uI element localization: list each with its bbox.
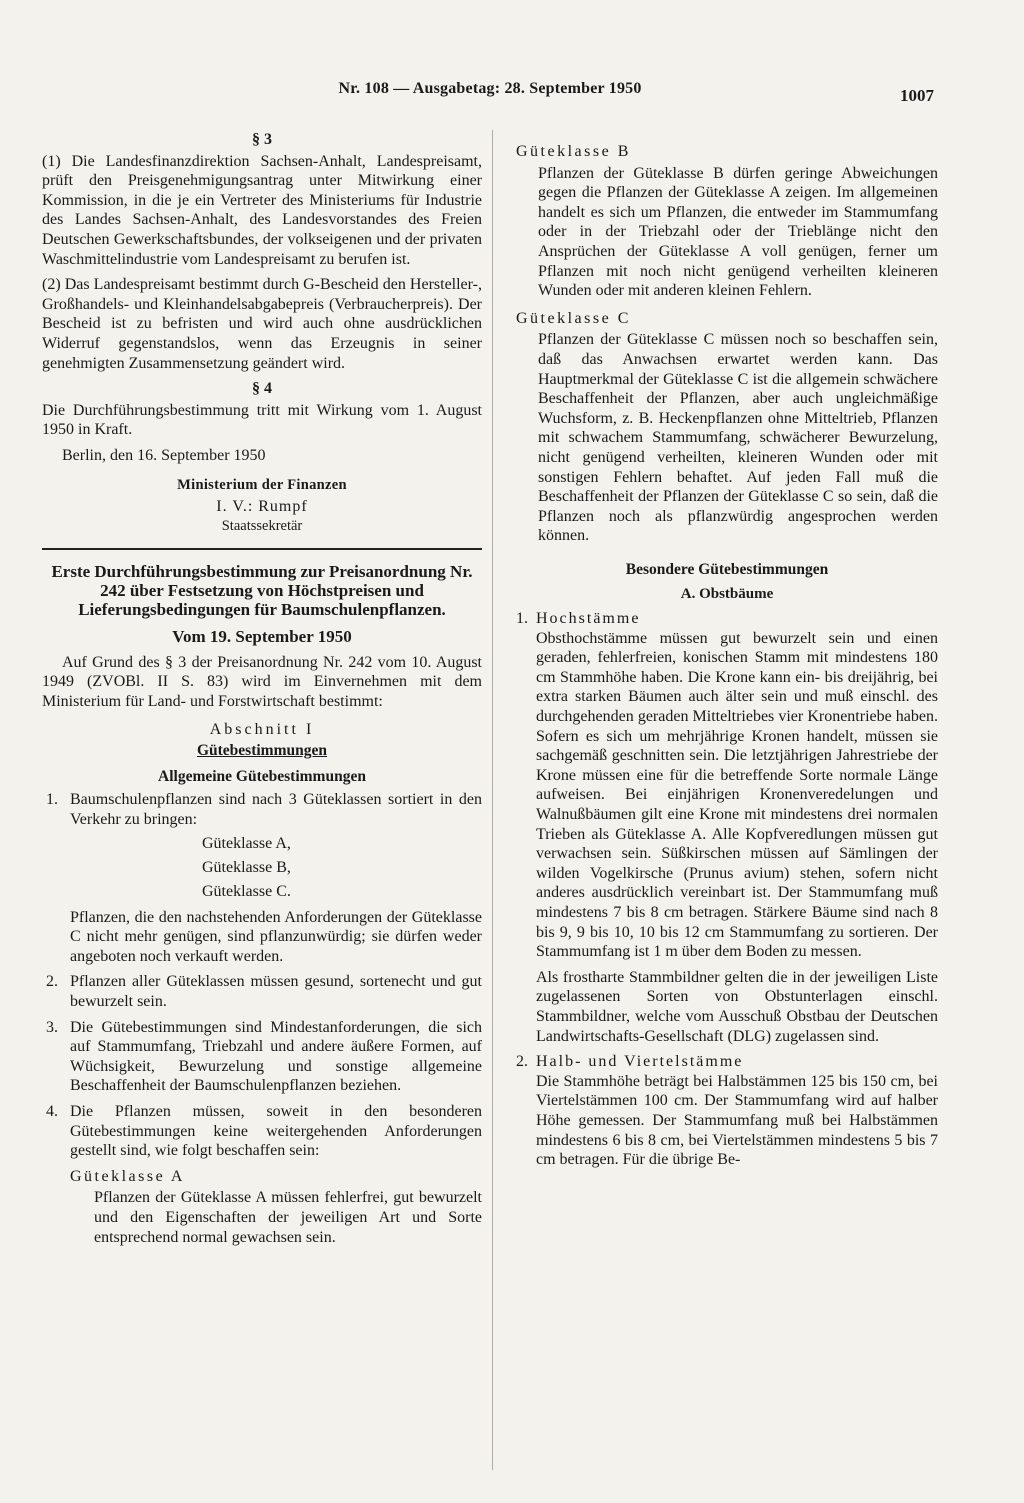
document-title: Erste Durchführungsbestimmung zur Preisanordnung Nr. 242 über Festsetzung von Höchstpreisen und Lieferungsbedingungen für Baumschulenpflanzen. (51, 562, 473, 620)
class-a-heading: Güteklasse A (70, 1167, 185, 1185)
fruit-trees-title: A. Obstbäume (680, 586, 774, 603)
class-c-label: Güteklasse C. (202, 882, 291, 900)
item-text: Die Gütebestimmungen sind Mindestanforderungen, die sich auf Stammumfang, Triebzahl und andere äußere Formen, auf Wüchsigkeit, Bewurzelung und sonstige allgemeine Beschaffenheit der Baumschulenpflanzen beziehen. (70, 1018, 482, 1095)
frost-hardy-text: Als frostharte Stammbildner gelten die in der jeweiligen Liste zugelassenen Sorten von Obstunterlagen einschl. Stammbildner, welche vom Ausschuß Obstbau der Deutschen Landwirtschafts-Gesellschaft (DLG) zugelassen sind. (536, 968, 938, 1045)
list-item (42, 790, 482, 966)
item-heading: Halb- und Viertelstämme (536, 1053, 744, 1071)
section-3-paragraph-2: (2) Das Landespreisamt bestimmt durch G-Bescheid den Hersteller-, Großhandels- und Kleinhandelsabgabepreis (Verbraucherpreis). Der Bescheid ist zu befristen und wird auch ohne ausdrücklichen Widerruf gegenstandslos, wenn das Erzeugnis in seiner genehmigten Zusammensetzung geändert wird. (42, 276, 482, 372)
list-item (42, 1018, 482, 1096)
item-heading: Hochstämme (536, 610, 641, 628)
item-number: 2. (516, 1053, 528, 1071)
signer-role: Staatssekretär (221, 517, 303, 534)
right-column (516, 128, 938, 1176)
intro-paragraph: Auf Grund des § 3 der Preisanordnung Nr. 242 vom 10. August 1949 (ZVOBl. II S. 83) wird im Einvernehmen mit dem Ministerium für Land- und Forstwirtschaft bestimmt: (42, 653, 482, 711)
list-item (42, 972, 482, 1011)
item-number: 1. (516, 610, 528, 628)
issue-line: Nr. 108 — Ausgabetag: 28. September 1950 (338, 80, 642, 97)
list-item (42, 1102, 482, 1247)
section-3-heading: § 3 (252, 131, 272, 148)
ministry-name: Ministerium der Finanzen (177, 476, 347, 493)
left-column (42, 128, 482, 1255)
column-divider (492, 130, 493, 1470)
standard-trees-heading (516, 609, 938, 629)
section-4-heading: § 4 (252, 380, 272, 398)
class-b-text: Pflanzen der Güteklasse B dürfen geringe Abweichungen gegen die Pflanzen der Güteklasse A zeigen. Im allgemeinen handelt es sich um Pflanzen, die entweder im Stammumfang oder in der Triebzahl oder der Trieblänge nicht den Ansprüchen der Güteklasse A voll genügen, ferner um Pflanzen mit noch nicht genügend verheilten kleineren Wunden oder mit anderen kleinen Fehlern. (538, 164, 938, 300)
section-4-paragraph: Die Durchführungsbestimmung tritt mit Wirkung vom 1. August 1950 in Kraft. (42, 401, 482, 439)
abschnitt-heading: Abschnitt I (209, 720, 315, 738)
item-number: 1. (46, 791, 58, 809)
half-trees-heading (516, 1052, 938, 1072)
class-a-label: Güteklasse A, (202, 834, 291, 852)
class-c-heading: Güteklasse C (516, 309, 631, 327)
half-trees-text: Die Stammhöhe beträgt bei Halbstämmen 125 bis 150 cm, bei Viertelstämmen 100 cm. Der Stammumfang wird auf halber Höhe gemessen. Der Stammumfang muß bei Halbstämmen mindestens 6 bis 8 cm, bei Viertelstämmen mindestens 5 bis 7 cm betragen. Für die übrige Be- (536, 1072, 938, 1169)
class-b-heading: Güteklasse B (516, 143, 631, 160)
special-quality-title: Besondere Gütebestimmungen (625, 560, 829, 578)
document-date: Vom 19. September 1950 (172, 627, 352, 647)
item-text: Pflanzen aller Güteklassen müssen gesund, sortenecht und gut bewurzelt sein. (70, 973, 482, 1010)
class-c-text: Pflanzen der Güteklasse C müssen noch so beschaffen sein, daß das Anwachsen erwartet werden kann. Das Hauptmerkmal der Güteklasse C ist die allgemein schwächere Beschaffenheit der Pflanzen, aber auch ungleichmäßige Wuchsform, z. B. Heckenpflanzen ohne Mitteltrieb, Pflanzen mit schwachem Stammumfang, schwächerer Bewurzelung, nicht genügend verheilten, kleineren Wunden oder mit sonstigen Fehlern behaftet. Auf jeden Fall muß die Beschaffenheit der Pflanzen der Güteklasse C so sein, daß die Pflanzen noch als pflanzwürdig angesprochen werden können. (538, 331, 938, 545)
abschnitt-title: Gütebestimmungen (196, 742, 328, 760)
standard-trees-text: Obsthochstämme müssen gut bewurzelt sein und einen geraden, fehlerfreien, konischen Stamm mit mindestens 180 cm Stammhöhe haben. Die Krone kann ein- bis dreijährig, bei extra starken Bäumen auch älter sein und muß einschl. des durchgehenden geraden Mitteltriebes vier Kronentriebe haben. Sofern es sich um mehrjährige Kronen handelt, müssen sie sachgemäß geschnitten sein. Die letztjährigen Jahrestriebe der Krone müssen eine für die betreffende Sorte normale Länge aufweisen. Bei einjährigen Kronenveredelungen und Walnußbäumen gilt eine Krone mit mindestens drei normalen Trieben als Güteklasse A. Alle Kopfveredlungen müssen gut verwachsen sein. Süßkirschen müssen auf Sämlingen der wilden Vogelkirsche (Prunus avium) stehen, sofern nicht anderes ausdrücklich vereinbart ist. Der Stammumfang muß mindestens 7 bis 8 cm betragen. Stärkere Bäume sind nach 8 bis 9, 9 bis 10, 10 bis 12 cm Stammumfang zu sortieren. Der Stammumfang ist 1 m über dem Boden zu messen. (536, 629, 938, 961)
section-3-paragraph-1: (1) Die Landesfinanzdirektion Sachsen-Anhalt, Landespreisamt, prüft den Preisgenehmigungsantrag unter Mitwirkung einer Kommission, in die je ein Vertreter des Ministeriums für Industrie des Landes Sachsen-Anhalt, des Landesvorstandes des Freien Deutschen Gewerkschaftsbundes, der volkseigenen und der privaten Waschmittelindustrie vom Landespreisamt zu berufen ist. (42, 152, 482, 268)
item-number: 3. (46, 1018, 58, 1036)
item-number: 2. (46, 973, 58, 991)
page-number: 1007 (900, 86, 934, 105)
item-text-continued: Pflanzen, die den nachstehenden Anforderungen der Güteklasse C nicht mehr genügen, sind pflanzunwürdig; sie dürfen weder angeboten noch verkauft werden. (70, 908, 482, 965)
page-header (40, 80, 940, 110)
signer-name: I. V.: Rumpf (216, 498, 308, 516)
place-date: Berlin, den 16. September 1950 (62, 446, 266, 464)
section-rule (42, 548, 482, 550)
class-list (202, 832, 482, 904)
item-text: Baumschulenpflanzen sind nach 3 Güteklassen sortiert in den Verkehr zu bringen: (70, 791, 482, 829)
general-quality-title: Allgemeine Gütebestimmungen (158, 767, 366, 785)
class-b-label: Güteklasse B, (202, 858, 291, 876)
item-number: 4. (46, 1102, 58, 1120)
class-a-text: Pflanzen der Güteklasse A müssen fehlerfrei, gut bewurzelt und den Eigenschaften der jeweiligen Art und Sorte entsprechend normal gewachsen sein. (94, 1189, 482, 1246)
item-text: Die Pflanzen müssen, soweit in den besonderen Gütebestimmungen keine weitergehenden Anforderungen gestellt sind, wie folgt beschaffen sein: (70, 1102, 482, 1160)
